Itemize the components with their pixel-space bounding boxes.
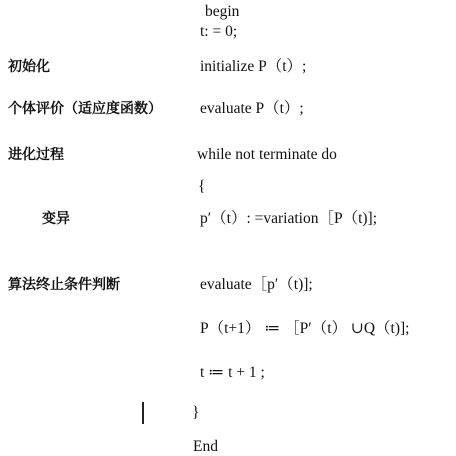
code-while: while not terminate do [197,146,337,163]
code-close-brace: } [192,404,200,421]
label-termination: 算法终止条件判断 [8,277,120,293]
code-variation: p′（t）: =variation［P（t)]; [200,210,378,227]
code-initialize: initialize P（t）; [200,58,307,75]
code-begin: begin [205,3,240,20]
code-update: P（t+1） ≔ ［P′（t） ∪Q（t)]; [200,320,410,337]
code-increment: t ≔ t + 1 ; [200,364,265,381]
label-init: 初始化 [8,59,50,75]
label-evolution: 进化过程 [8,147,64,163]
code-evaluate: evaluate P（t）; [200,100,304,117]
code-evaluate-prime: evaluate［p′（t)]; [200,276,313,293]
code-end: End [193,438,218,455]
label-evaluate-fitness: 个体评价（适应度函数） [8,101,162,117]
label-mutation: 变异 [42,211,70,227]
text-cursor [142,402,144,424]
code-open-brace: { [198,178,206,195]
code-t-init: t: = 0; [200,23,238,40]
